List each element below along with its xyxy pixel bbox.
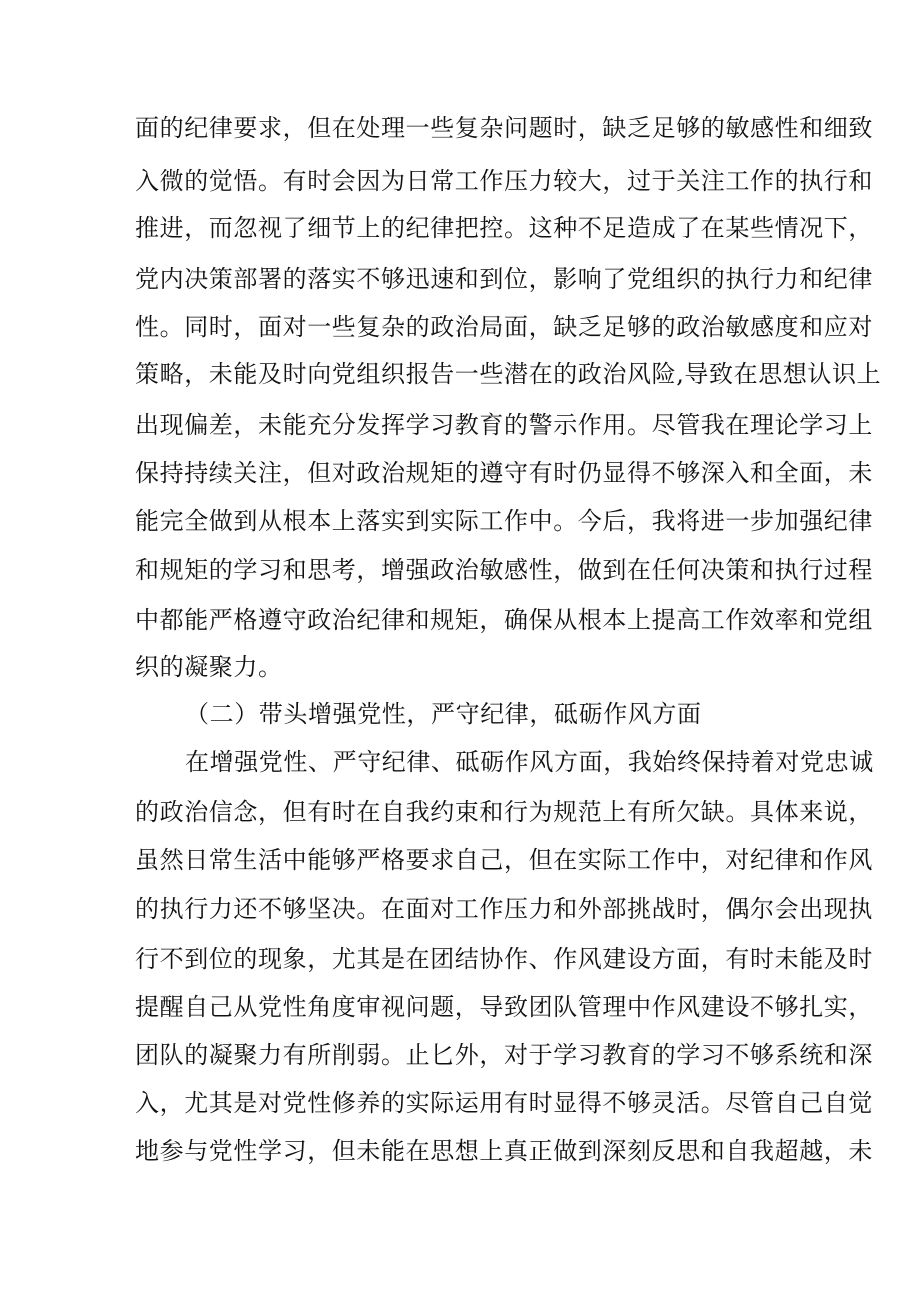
text-line: 的政治信念，但有时在自我约束和行为规范上有所欠缺。具体来说， <box>135 798 873 826</box>
text-line: 中都能严格遵守政治纪律和规矩，确保从根本上提高工作效率和党组 <box>135 606 873 634</box>
section-heading: （二）带头增强党性，严守纪律，砥砺作风方面 <box>185 700 702 728</box>
text-line: 面的纪律要求，但在处理一些复杂问题时，缺乏足够的敏感性和细致 <box>135 114 873 142</box>
text-line: 保持持续关注，但对政治规矩的遵守有时仍显得不够深入和全面，未 <box>135 459 873 487</box>
text-line: 团队的凝聚力有所削弱。止匕外，对于学习教育的学习不够系统和深 <box>135 1041 873 1069</box>
text-line: 党内决策部署的落实不够迅速和到位，影响了党组织的执行力和纪律 <box>135 265 873 293</box>
text-line: 行不到位的现象，尤其是在团结协作、作风建设方面，有时未能及时 <box>135 945 873 973</box>
text-line: 的执行力还不够坚决。在面对工作压力和外部挑战时，偶尔会出现执 <box>135 895 873 923</box>
paragraph-first-line: 在增强党性、严守纪律、砥砺作风方面，我始终保持着对党忠诚 <box>185 748 874 776</box>
text-line: 虽然日常生活中能够严格要求自己，但在实际工作中，对纪律和作风 <box>135 846 873 874</box>
text-line: 能完全做到从根本上落实到实际工作中。今后，我将进一步加强纪律 <box>135 507 873 535</box>
text-line: 和规矩的学习和思考，增强政治敏感性，做到在任何决策和执行过程 <box>135 556 873 584</box>
text-line: 入，尤其是对党性修养的实际运用有时显得不够灵活。尽管自己自觉 <box>135 1089 873 1117</box>
text-line: 出现偏差，未能充分发挥学习教育的警示作用。尽管我在理论学习上 <box>135 411 873 439</box>
text-line: 推进，而忽视了细节上的纪律把控。这种不足造成了在某些情况下， <box>135 214 873 242</box>
text-line: 提醒自己从党性角度审视问题，导致团队管理中作风建设不够扎实， <box>135 993 873 1021</box>
text-line: 地参与党性学习，但未能在思想上真正做到深刻反思和自我超越，未 <box>135 1137 873 1165</box>
text-line: 入微的觉悟。有时会因为日常工作压力较大，过于关注工作的执行和 <box>135 167 873 195</box>
text-line: 策略，未能及时向党组织报告一些潜在的政治风险,导致在思想认识上 <box>135 360 882 388</box>
text-line: 织的凝聚力。 <box>135 653 283 681</box>
text-line: 性。同时，面对一些复杂的政治局面，缺乏足够的政治敏感度和应对 <box>135 313 873 341</box>
